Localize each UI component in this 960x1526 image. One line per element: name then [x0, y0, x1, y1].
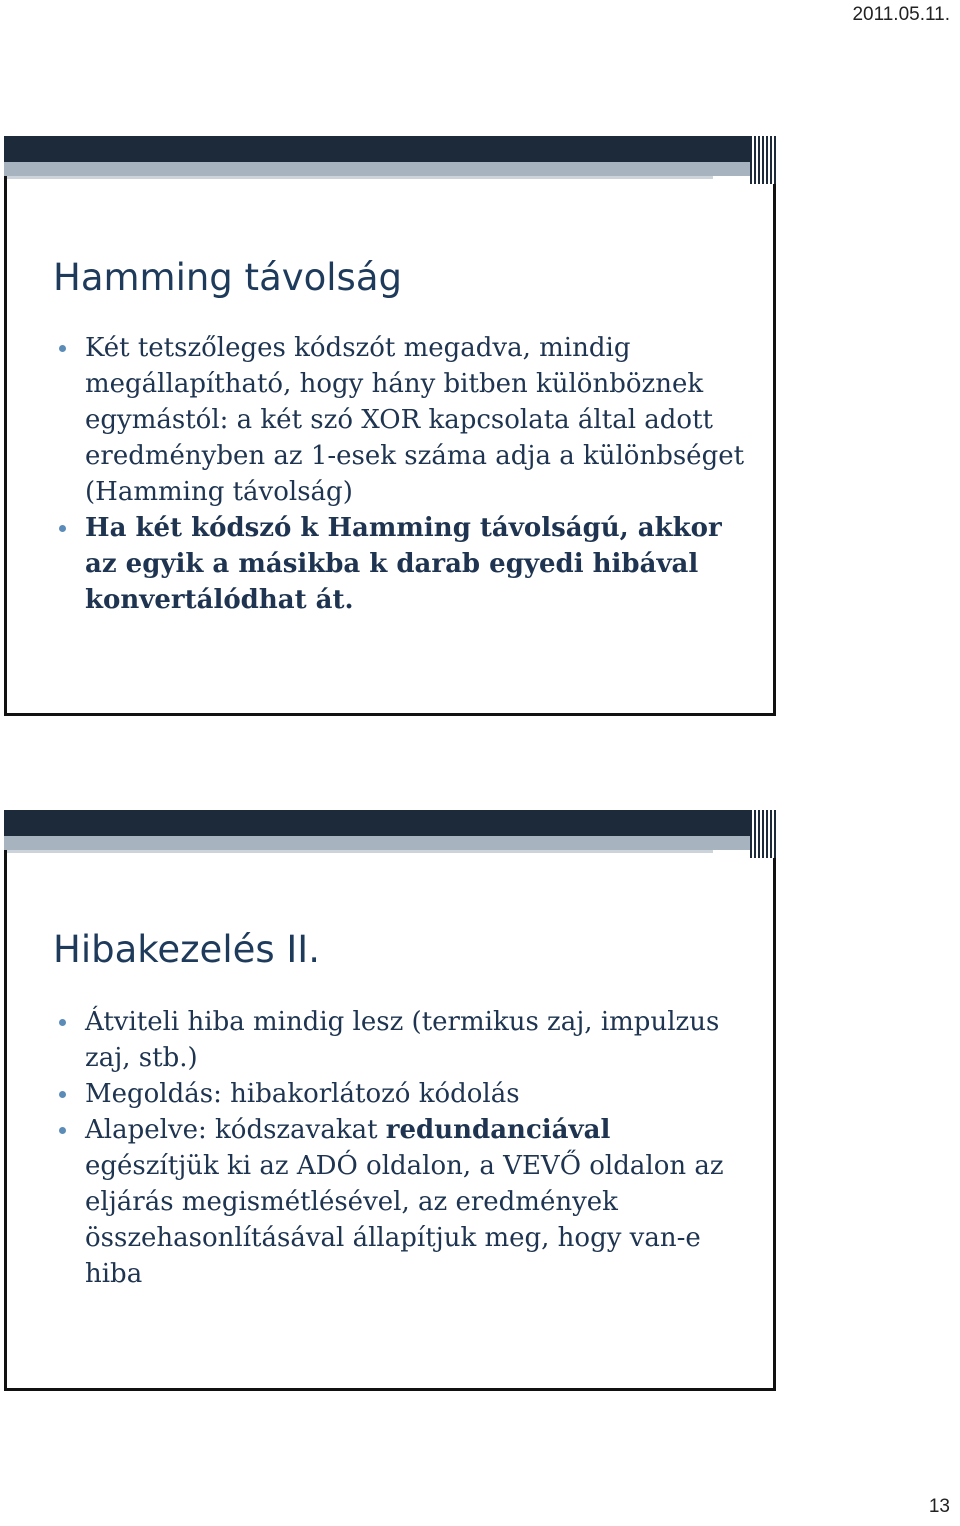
bullet-text: Ha két kódszó k Hamming távolságú, akkor az egyik a másikba k darab egyedi hibával konvertálódhat át.: [85, 513, 722, 615]
bullet-list: [53, 330, 745, 618]
bullet-list: [53, 1004, 745, 1292]
header-light-stripe: [4, 836, 776, 850]
bullet-text-prefix: Alapelve: kódszavakat: [85, 1115, 386, 1145]
page-number: 13: [928, 1496, 950, 1517]
header-bars-decoration: [750, 136, 776, 184]
page-date: 2011.05.11.: [852, 4, 950, 25]
bullet-dot-icon: [59, 525, 66, 532]
slide-title: Hibakezelés II.: [53, 928, 320, 971]
bullet-dot-icon: [59, 1127, 66, 1134]
bullet-text-emphasis: redundanciával: [385, 1115, 611, 1145]
header-thin-line: [7, 850, 713, 853]
bullet-item: [53, 1112, 745, 1292]
bullet-item: [53, 510, 745, 618]
bullet-dot-icon: [59, 1091, 66, 1098]
bullet-dot-icon: [59, 1019, 66, 1026]
bullet-text: Átviteli hiba mindig lesz (termikus zaj, impulzus zaj, stb.): [85, 1007, 720, 1073]
header-dark-stripe: [4, 136, 776, 162]
header-light-stripe: [4, 162, 776, 176]
slide-title: Hamming távolság: [53, 256, 402, 299]
slide-header-band: [7, 136, 773, 184]
bullet-text: Két tetszőleges kódszót megadva, mindig megállapítható, hogy hány bitben különböznek egymástól: a két szó XOR kapcsolata által adott eredményben az 1-esek száma adja a különbséget (Hamming távolság): [85, 333, 745, 507]
header-bars-decoration: [750, 810, 776, 858]
slide-header-band: [7, 810, 773, 858]
header-thin-line: [7, 176, 713, 179]
bullet-text: Megoldás: hibakorlátozó kódolás: [85, 1079, 520, 1109]
bullet-item: [53, 1076, 745, 1112]
bullet-dot-icon: [59, 345, 66, 352]
slide-error-handling-2: [4, 810, 776, 1391]
header-dark-stripe: [4, 810, 776, 836]
bullet-item: [53, 330, 745, 510]
bullet-item: [53, 1004, 745, 1076]
slide-hamming-distance: [4, 136, 776, 716]
bullet-text-suffix: egészítjük ki az ADÓ oldalon, a VEVŐ oldalon az eljárás megismétlésével, az eredmények összehasonlításával állapítjuk meg, hogy van-e hiba: [85, 1151, 724, 1289]
